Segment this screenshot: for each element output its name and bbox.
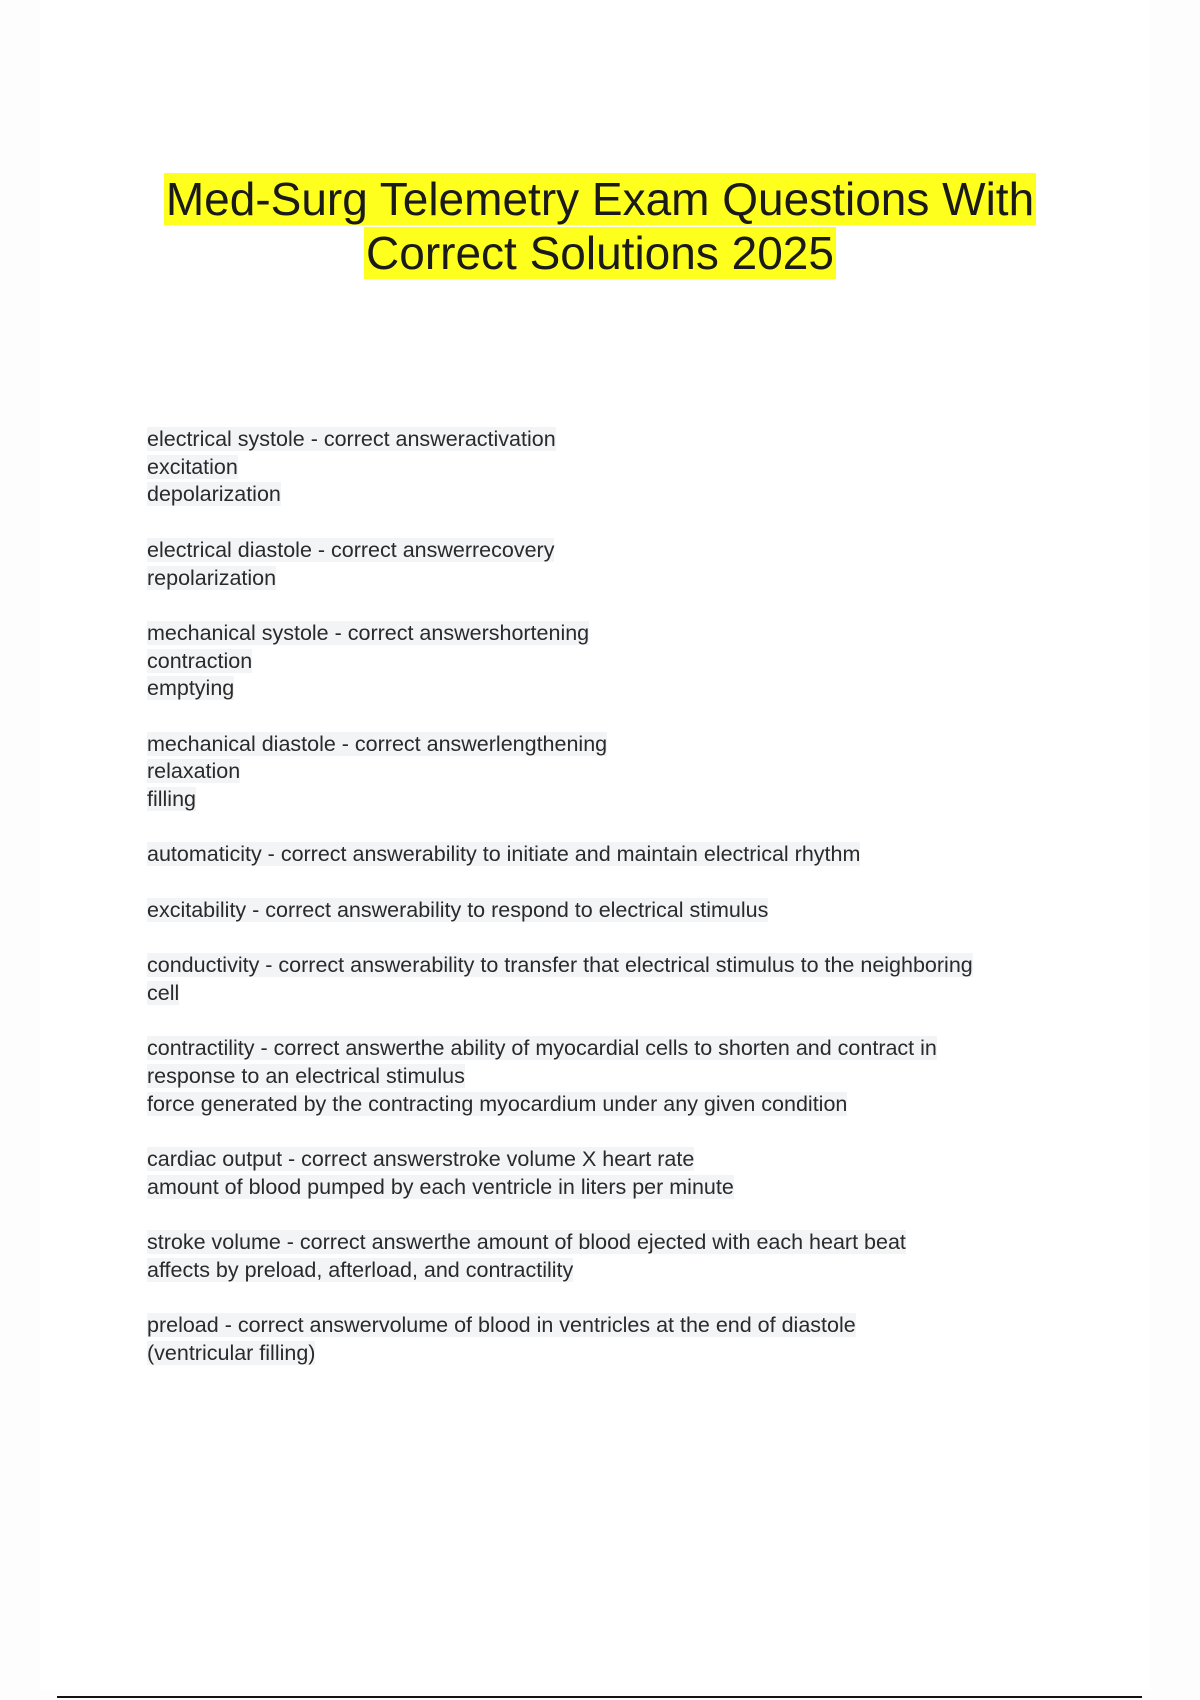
qa-entry	[147, 620, 1147, 703]
qa-entry	[147, 841, 1147, 869]
line-text: automaticity - correct answerability to initiate and maintain electrical rhythm	[147, 842, 861, 867]
line-text: cardiac output - correct answerstroke volume X heart rate	[147, 1147, 695, 1172]
qa-answer-line	[147, 758, 1147, 786]
qa-answer-line	[147, 565, 1147, 593]
qa-entry	[147, 426, 1147, 509]
qa-answer-line	[147, 481, 1147, 509]
line-text: filling	[147, 787, 196, 812]
qa-entry	[147, 1229, 1147, 1284]
line-text: cell	[147, 980, 180, 1005]
qa-entry	[147, 1312, 1147, 1367]
title-line-2: Correct Solutions 2025	[366, 227, 834, 279]
line-text: contraction	[147, 648, 253, 673]
qa-term-line	[147, 841, 1147, 869]
line-text: mechanical systole - correct answershortening	[147, 620, 590, 645]
line-text: amount of blood pumped by each ventricle in liters per minute	[147, 1174, 734, 1199]
qa-answer-line	[147, 1340, 1147, 1368]
qa-answer-line	[147, 1174, 1147, 1202]
qa-entry	[147, 897, 1147, 925]
qa-term-line	[147, 1035, 1147, 1063]
qa-term-line	[147, 620, 1147, 648]
qa-term-line	[147, 1229, 1147, 1257]
qa-term-line	[147, 1146, 1147, 1174]
qa-term-line	[147, 1312, 1147, 1340]
qa-answer-line	[147, 1063, 1147, 1091]
line-text: relaxation	[147, 759, 241, 784]
qa-entry	[147, 1146, 1147, 1201]
line-text: repolarization	[147, 565, 277, 590]
line-text: stroke volume - correct answerthe amount of blood ejected with each heart beat	[147, 1230, 906, 1255]
footer-divider	[57, 1696, 1142, 1698]
question-list	[147, 426, 1147, 1395]
qa-entry	[147, 731, 1147, 814]
line-text: force generated by the contracting myocardium under any given condition	[147, 1091, 848, 1116]
line-text: contractility - correct answerthe ability of myocardial cells to shorten and contract in	[147, 1036, 937, 1061]
qa-entry	[147, 1035, 1147, 1118]
line-text: electrical diastole - correct answerrecovery	[147, 537, 555, 562]
qa-answer-line	[147, 1257, 1147, 1285]
qa-answer-line	[147, 1091, 1147, 1119]
qa-answer-line	[147, 980, 1147, 1008]
line-text: mechanical diastole - correct answerlengthening	[147, 731, 608, 756]
line-text: preload - correct answervolume of blood in ventricles at the end of diastole	[147, 1313, 856, 1338]
qa-term-line	[147, 537, 1147, 565]
qa-entry	[147, 537, 1147, 592]
line-text: emptying	[147, 676, 235, 701]
title-line-1: Med-Surg Telemetry Exam Questions With	[165, 173, 1035, 225]
qa-answer-line	[147, 786, 1147, 814]
qa-entry	[147, 952, 1147, 1007]
line-text: conductivity - correct answerability to transfer that electrical stimulus to the neighboring	[147, 953, 973, 978]
qa-term-line	[147, 952, 1147, 980]
qa-answer-line	[147, 648, 1147, 676]
qa-answer-line	[147, 675, 1147, 703]
qa-term-line	[147, 897, 1147, 925]
line-text: response to an electrical stimulus	[147, 1064, 465, 1089]
qa-term-line	[147, 731, 1147, 759]
document-title	[0, 172, 1200, 280]
qa-answer-line	[147, 454, 1147, 482]
line-text: electrical systole - correct answeractivation	[147, 427, 556, 451]
line-text: depolarization	[147, 482, 281, 507]
line-text: excitation	[147, 454, 238, 479]
line-text: affects by preload, afterload, and contractility	[147, 1257, 574, 1282]
qa-term-line	[147, 426, 1147, 454]
line-text: excitability - correct answerability to respond to electrical stimulus	[147, 897, 769, 922]
line-text: (ventricular filling)	[147, 1341, 316, 1366]
